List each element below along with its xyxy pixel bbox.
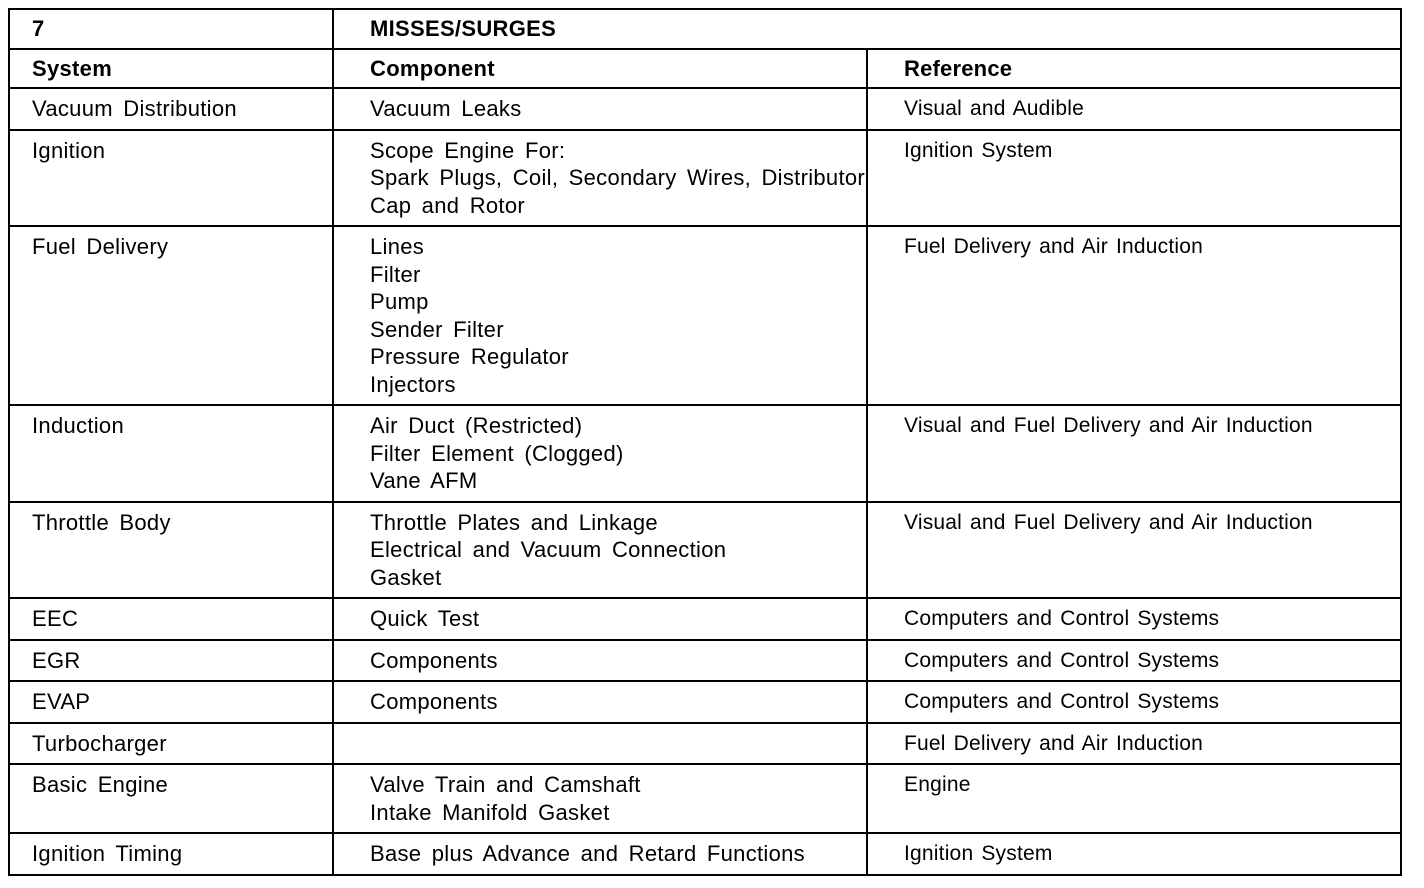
header-system: System: [9, 49, 333, 89]
header-reference: Reference: [867, 49, 1401, 89]
component-cell: [333, 405, 867, 502]
table-row: [9, 723, 1401, 765]
table-row: [9, 681, 1401, 723]
system-cell: Basic Engine: [9, 764, 333, 833]
component-line: Pressure Regulator: [370, 344, 569, 369]
component-line: Intake Manifold Gasket: [370, 799, 610, 825]
component-line: Injectors: [370, 371, 456, 397]
component-line: Sender Filter: [370, 316, 504, 342]
system-cell: Ignition Timing: [9, 833, 333, 875]
component-line: Scope Engine For:: [370, 137, 566, 163]
system-cell: Vacuum Distribution: [9, 88, 333, 130]
reference-cell: Computers and Control Systems: [867, 640, 1401, 682]
header-component: Component: [333, 49, 867, 89]
component-line: Quick Test: [370, 606, 480, 631]
table-row: [9, 130, 1401, 227]
reference-cell: Ignition System: [867, 833, 1401, 875]
title-row: [9, 9, 1401, 49]
section-number: 7: [9, 9, 333, 49]
reference-cell: Fuel Delivery and Air Induction: [867, 226, 1401, 405]
component-line: Pump: [370, 289, 429, 314]
system-cell: EGR: [9, 640, 333, 682]
component-line: Components: [370, 689, 498, 714]
component-cell: [333, 88, 867, 130]
reference-cell: Fuel Delivery and Air Induction: [867, 723, 1401, 765]
component-line: Spark Plugs, Coil, Secondary Wires, Distributor: [370, 165, 866, 190]
component-cell: [333, 640, 867, 682]
component-cell: [333, 502, 867, 599]
system-cell: Ignition: [9, 130, 333, 227]
component-line: Lines: [370, 234, 425, 259]
table-row: [9, 598, 1401, 640]
component-cell: [333, 598, 867, 640]
component-line: Vacuum Leaks: [370, 96, 522, 121]
table-row: [9, 405, 1401, 502]
component-line: Gasket: [370, 564, 442, 590]
component-line: Cap and Rotor: [370, 192, 525, 218]
table-row: [9, 226, 1401, 405]
component-line: Throttle Plates and Linkage: [370, 509, 658, 535]
component-line: Filter: [370, 261, 421, 287]
header-row: [9, 49, 1401, 89]
component-line: Valve Train and Camshaft: [370, 772, 641, 797]
table-row: [9, 502, 1401, 599]
table-title: MISSES/SURGES: [333, 9, 1401, 49]
reference-cell: Visual and Audible: [867, 88, 1401, 130]
system-cell: Throttle Body: [9, 502, 333, 599]
system-cell: Fuel Delivery: [9, 226, 333, 405]
component-line: Electrical and Vacuum Connection: [370, 537, 727, 562]
table-row: [9, 764, 1401, 833]
system-cell: Induction: [9, 405, 333, 502]
component-cell: [333, 723, 867, 765]
component-cell: [333, 130, 867, 227]
component-line: Base plus Advance and Retard Functions: [370, 841, 805, 866]
component-cell: [333, 681, 867, 723]
table-row: [9, 833, 1401, 875]
component-cell: [333, 764, 867, 833]
component-line: Components: [370, 647, 498, 673]
reference-cell: Engine: [867, 764, 1401, 833]
table-row: [9, 640, 1401, 682]
system-cell: Turbocharger: [9, 723, 333, 765]
reference-cell: Computers and Control Systems: [867, 598, 1401, 640]
system-cell: EVAP: [9, 681, 333, 723]
component-cell: [333, 833, 867, 875]
reference-cell: Computers and Control Systems: [867, 681, 1401, 723]
table-row: [9, 88, 1401, 130]
component-line: Air Duct (Restricted): [370, 413, 583, 438]
system-cell: EEC: [9, 598, 333, 640]
reference-cell: Visual and Fuel Delivery and Air Induction: [867, 502, 1401, 599]
reference-cell: Visual and Fuel Delivery and Air Induction: [867, 405, 1401, 502]
component-cell: [333, 226, 867, 405]
misses-surges-table: [8, 8, 1402, 876]
reference-cell: Ignition System: [867, 130, 1401, 227]
component-line: Filter Element (Clogged): [370, 440, 624, 466]
diagnostic-table-container: [8, 8, 1402, 876]
component-line: Vane AFM: [370, 468, 478, 493]
